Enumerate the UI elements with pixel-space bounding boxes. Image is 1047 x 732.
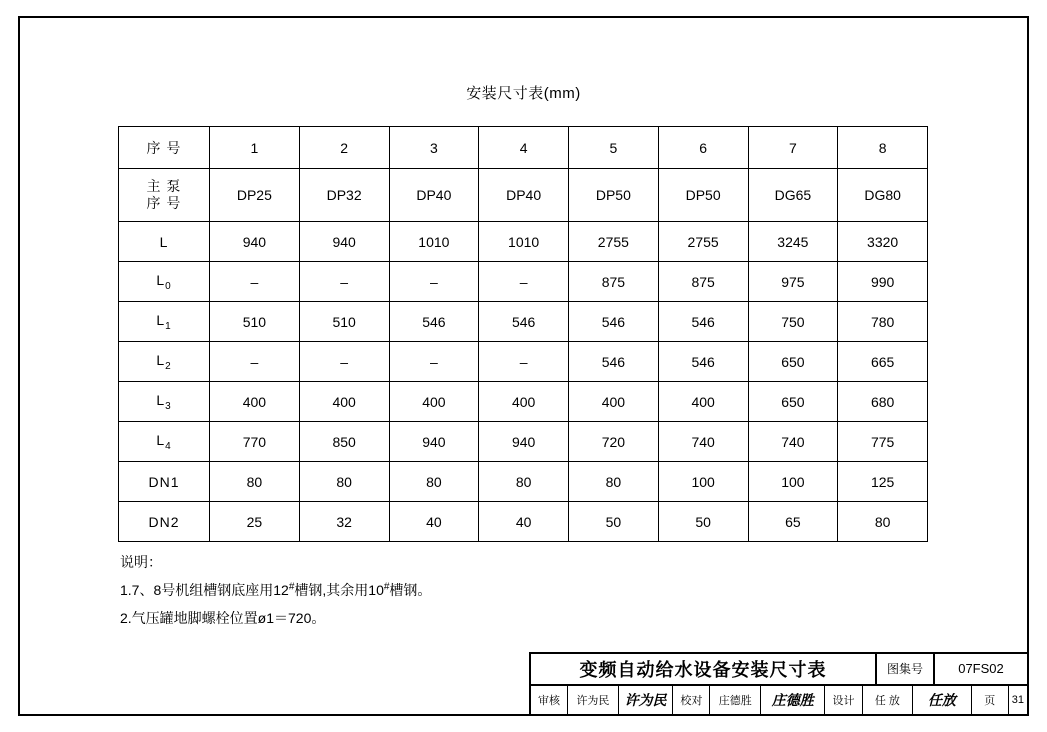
cell: 2755 (658, 222, 748, 262)
cell: 875 (658, 262, 748, 302)
cell: – (389, 342, 479, 382)
note-1-sup-1: # (288, 581, 295, 593)
row-header-L (119, 222, 210, 262)
title-block (529, 652, 1029, 716)
cell: DP50 (569, 169, 659, 222)
row-header-index: 序 号 (119, 127, 210, 169)
cell: 5 (569, 127, 659, 169)
page-number: 31 (1011, 693, 1024, 706)
title-block-top-row (531, 654, 1027, 686)
cell: 80 (838, 502, 928, 542)
cell: – (389, 262, 479, 302)
table-row (119, 169, 928, 222)
cell: 400 (210, 382, 300, 422)
cell: 650 (748, 382, 838, 422)
dimensions-table-wrapper (118, 126, 928, 542)
row-header-text: L (156, 431, 166, 448)
cell: 775 (838, 422, 928, 462)
note-item-2: 2.气压罐地脚螺栓位置ø1＝720。 (120, 610, 326, 626)
table-title: 安装尺寸表(mm) (466, 85, 581, 102)
row-header-pump (119, 169, 210, 222)
check-signature: 庄德胜 (761, 686, 825, 714)
cell: DP40 (479, 169, 569, 222)
row-header-L3 (119, 382, 210, 422)
notes-block (120, 548, 431, 632)
cell: 3320 (838, 222, 928, 262)
note-1-sup-2: # (383, 581, 390, 593)
cell: 8 (838, 127, 928, 169)
cell: 80 (389, 462, 479, 502)
page-label: 页 (972, 686, 1009, 714)
cell: 770 (210, 422, 300, 462)
cell: 740 (748, 422, 838, 462)
cell: 50 (569, 502, 659, 542)
cell: 940 (299, 222, 389, 262)
row-header-text: L (156, 351, 166, 368)
cell: 1010 (479, 222, 569, 262)
cell: 650 (748, 342, 838, 382)
note-1-part-b: 槽钢,其余用10 (294, 582, 384, 598)
cell: DP40 (389, 169, 479, 222)
row-header-L0 (119, 262, 210, 302)
cell: 40 (389, 502, 479, 542)
table-row (119, 342, 928, 382)
cell: 546 (479, 302, 569, 342)
note-1-part-c: 槽钢。 (389, 582, 432, 598)
atlas-number-label: 图集号 (877, 654, 935, 684)
cell: 940 (389, 422, 479, 462)
table-row (119, 127, 928, 169)
row-header-text: L (159, 233, 169, 250)
cell: 400 (299, 382, 389, 422)
cell: 665 (838, 342, 928, 382)
note-1-part-a: 1.7、8号机组槽钢底座用12 (120, 582, 289, 598)
cell: 750 (748, 302, 838, 342)
drawing-title: 变频自动给水设备安装尺寸表 (531, 654, 877, 684)
cell: – (299, 262, 389, 302)
cell: 990 (838, 262, 928, 302)
title-block-bottom-row (531, 686, 1027, 714)
row-header-subscript: 0 (165, 280, 172, 292)
dimensions-table (118, 126, 928, 542)
cell: 80 (210, 462, 300, 502)
check-name: 庄德胜 (710, 686, 761, 714)
cell: 546 (389, 302, 479, 342)
cell: – (299, 342, 389, 382)
table-row (119, 502, 928, 542)
cell: 940 (479, 422, 569, 462)
cell: – (479, 262, 569, 302)
cell: 2755 (569, 222, 659, 262)
cell: 50 (658, 502, 748, 542)
cell: 546 (569, 302, 659, 342)
table-row (119, 422, 928, 462)
design-signature: 任放 (913, 686, 971, 714)
row-header-L4 (119, 422, 210, 462)
cell: 65 (748, 502, 838, 542)
row-header-text: L (156, 391, 166, 408)
cell: 40 (479, 502, 569, 542)
row-header-L1 (119, 302, 210, 342)
row-header-subscript: 4 (165, 440, 172, 452)
cell: DP25 (210, 169, 300, 222)
row-header-pump-line1: 主 泵 (146, 177, 182, 194)
cell: DG65 (748, 169, 838, 222)
notes-heading: 说明： (120, 554, 162, 570)
row-header-L2 (119, 342, 210, 382)
cell: 400 (479, 382, 569, 422)
row-header-DN2: DN2 (119, 502, 210, 542)
cell: 875 (569, 262, 659, 302)
cell: 80 (299, 462, 389, 502)
row-header-DN1: DN1 (119, 462, 210, 502)
cell: DP32 (299, 169, 389, 222)
cell: 940 (210, 222, 300, 262)
cell: DP50 (658, 169, 748, 222)
cell: 400 (658, 382, 748, 422)
cell: 510 (210, 302, 300, 342)
cell: 80 (569, 462, 659, 502)
table-row (119, 302, 928, 342)
cell: 400 (389, 382, 479, 422)
row-header-text: L (156, 311, 166, 328)
cell: 80 (479, 462, 569, 502)
cell: 100 (658, 462, 748, 502)
atlas-number-value: 07FS02 (958, 661, 1004, 677)
table-row (119, 382, 928, 422)
row-header-subscript: 3 (165, 400, 172, 412)
cell: 510 (299, 302, 389, 342)
cell: 4 (479, 127, 569, 169)
cell: 3245 (748, 222, 838, 262)
cell: 546 (658, 302, 748, 342)
cell: 3 (389, 127, 479, 169)
note-item-1 (120, 576, 431, 604)
row-header-pump-line2: 序 号 (146, 195, 182, 211)
table-row (119, 222, 928, 262)
cell: 546 (658, 342, 748, 382)
cell: 1010 (389, 222, 479, 262)
cell: 546 (569, 342, 659, 382)
row-header-subscript: 2 (165, 360, 172, 372)
cell: 25 (210, 502, 300, 542)
cell: 780 (838, 302, 928, 342)
cell: – (210, 262, 300, 302)
design-label: 设计 (825, 686, 862, 714)
review-name: 许为民 (568, 686, 619, 714)
cell: 100 (748, 462, 838, 502)
table-row (119, 262, 928, 302)
cell: 2 (299, 127, 389, 169)
row-header-text: L (156, 271, 166, 288)
cell: 400 (569, 382, 659, 422)
cell: 850 (299, 422, 389, 462)
cell: 680 (838, 382, 928, 422)
review-signature: 许为民 (619, 686, 674, 714)
cell: 740 (658, 422, 748, 462)
cell: – (479, 342, 569, 382)
row-header-subscript: 1 (165, 320, 172, 332)
table-row (119, 462, 928, 502)
design-name: 任 放 (863, 686, 914, 714)
cell: 720 (569, 422, 659, 462)
cell: 1 (210, 127, 300, 169)
cell: DG80 (838, 169, 928, 222)
review-label: 审核 (531, 686, 568, 714)
check-label: 校对 (673, 686, 710, 714)
cell: 125 (838, 462, 928, 502)
cell: 32 (299, 502, 389, 542)
cell: 6 (658, 127, 748, 169)
cell: 975 (748, 262, 838, 302)
cell: – (210, 342, 300, 382)
cell: 7 (748, 127, 838, 169)
